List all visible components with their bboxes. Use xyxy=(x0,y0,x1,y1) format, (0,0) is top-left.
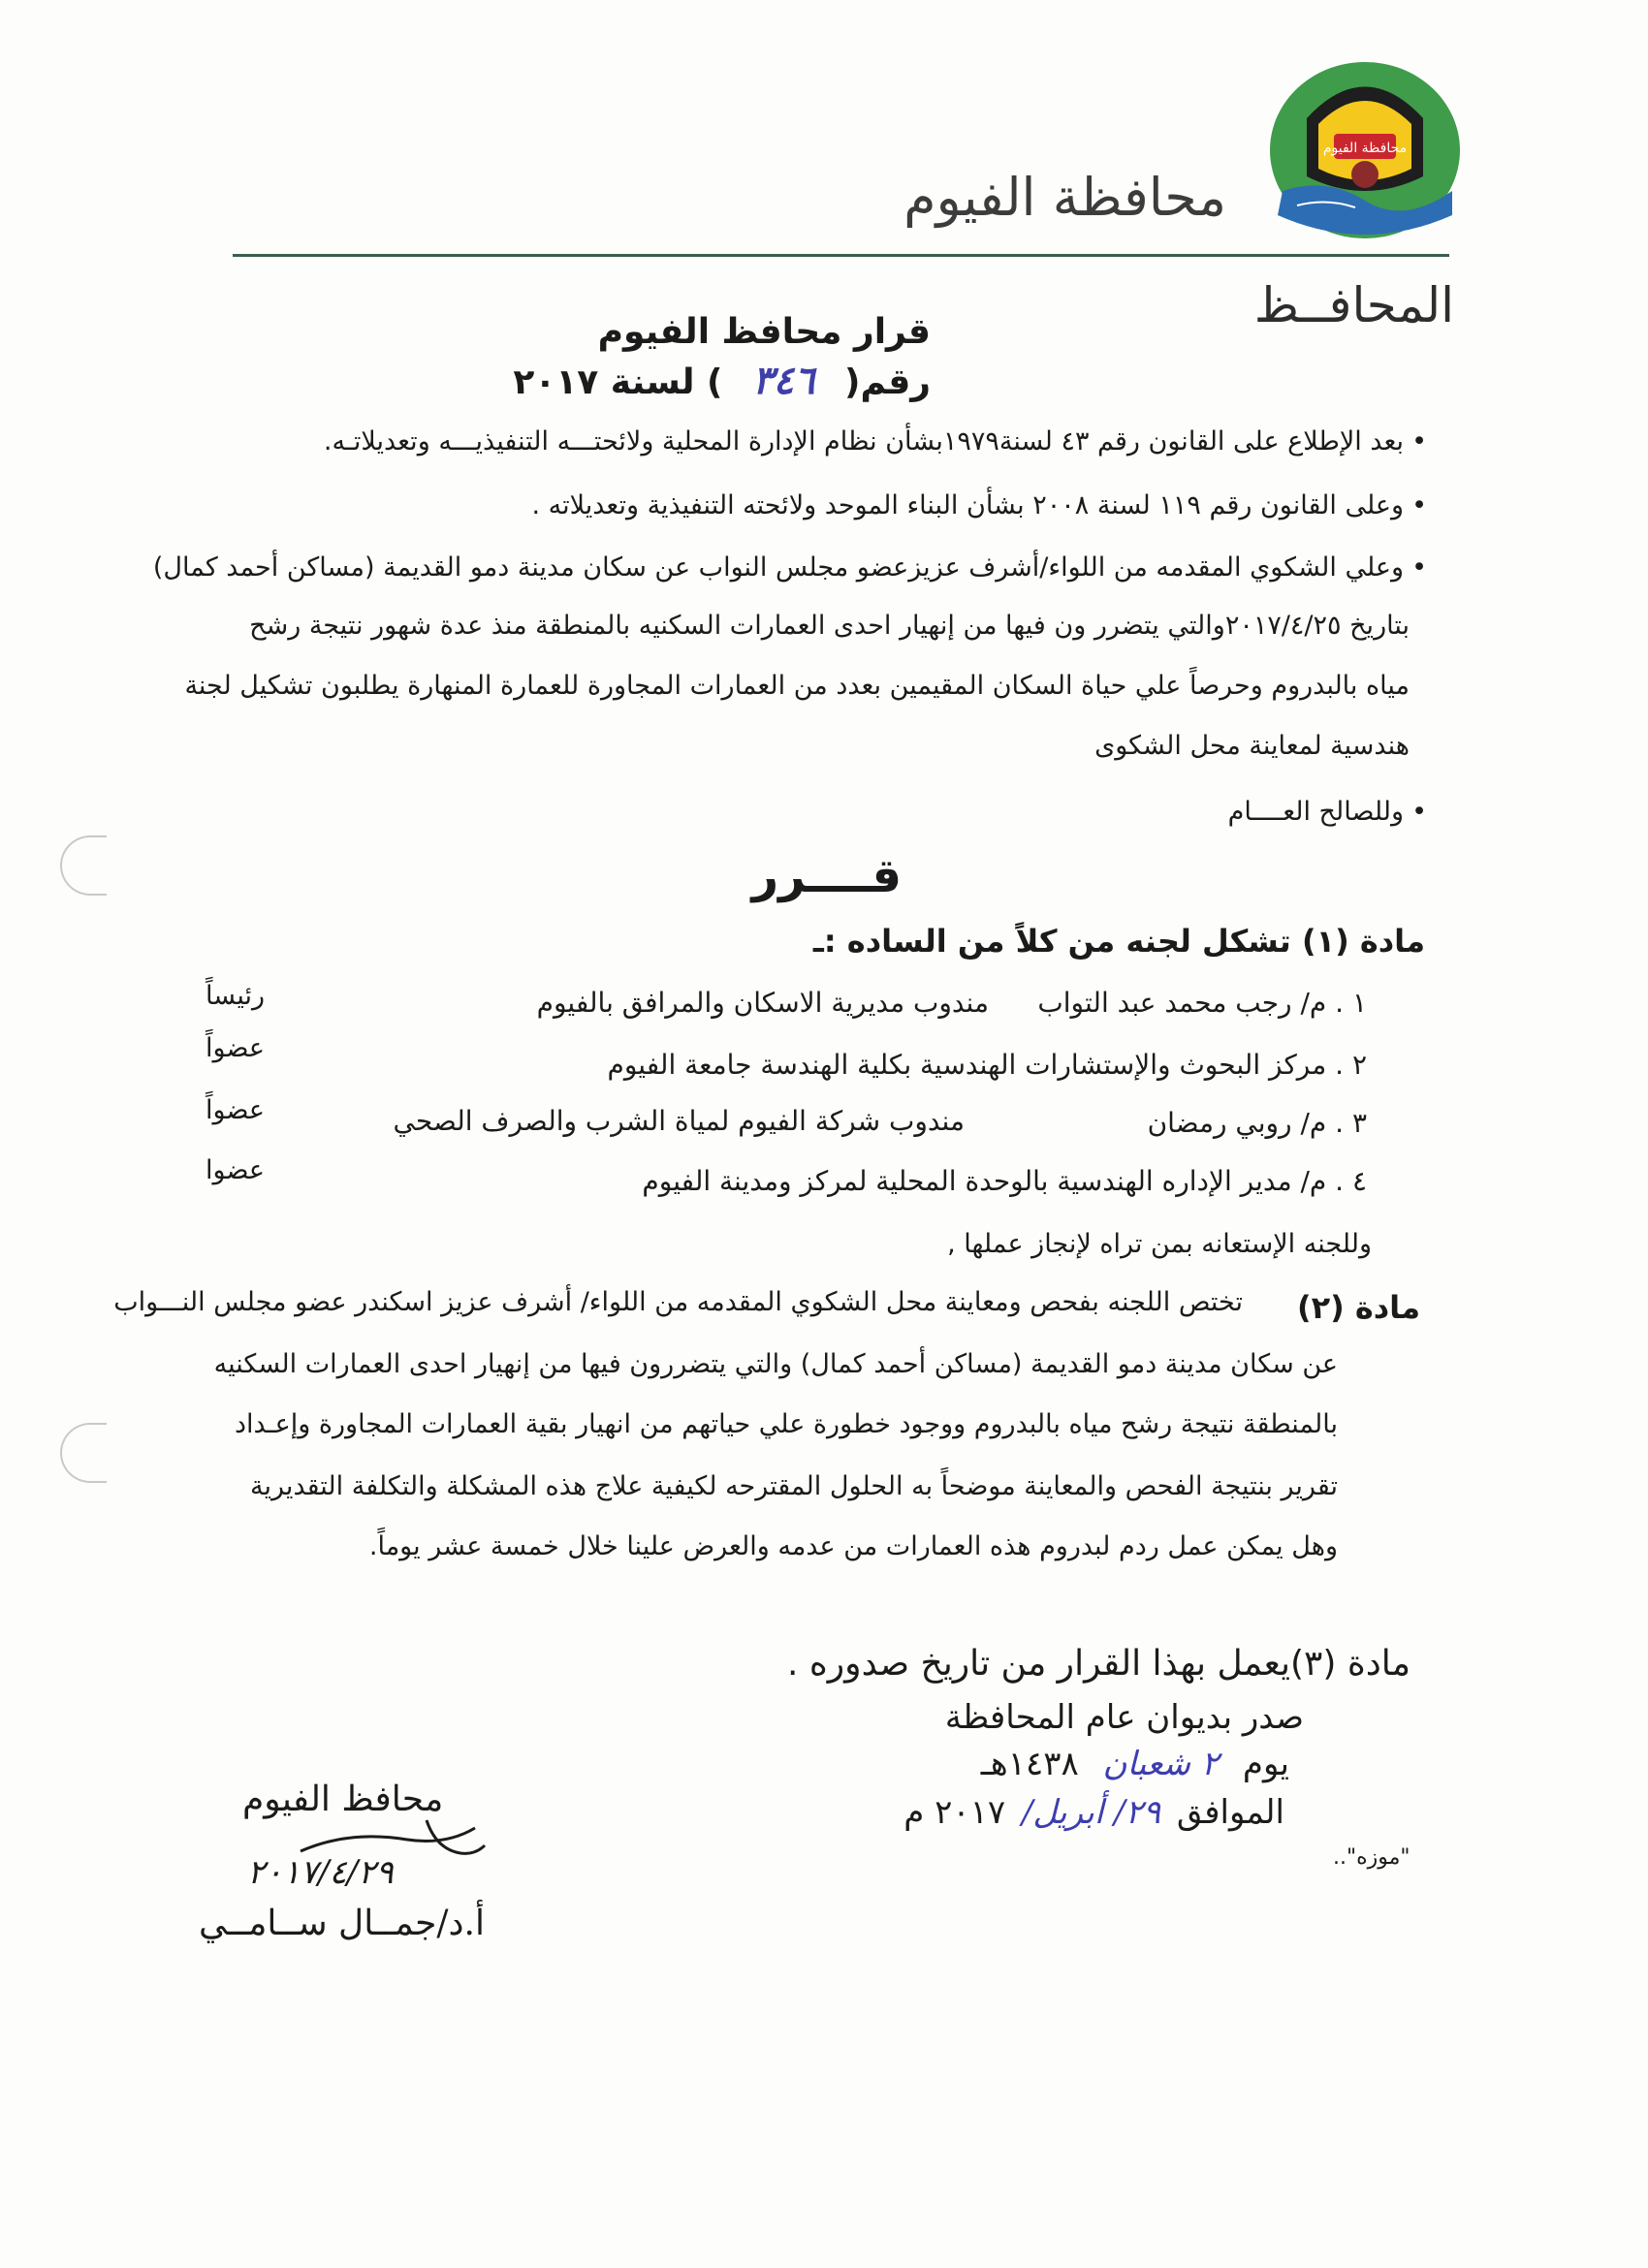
article-2-line-1: تختص اللجنه بفحص ومعاينة محل الشكوي المقدمه من اللواء/ أشرف عزيز اسكندر عضو مجلس النـــواب xyxy=(113,1287,1243,1317)
issued-date-line xyxy=(903,1793,1284,1832)
issued-date-handwritten: ٢٩/ أبريل/ xyxy=(1021,1793,1161,1832)
signature-name: أ.د/جمــال ســامــي xyxy=(199,1904,485,1943)
issued-hijri-year: ١٤٣٨هـ xyxy=(980,1745,1079,1783)
article-2-line-4: تقرير بنتيجة الفحص والمعاينة موضحاً به الحلول المقترحه لكيفية علاج هذه المشكلة والتكلفة التقديرية xyxy=(250,1471,1338,1501)
typist-initials: "موزه".. xyxy=(1333,1845,1410,1870)
decree-number-suffix: ) لسنة ٢٠١٧ xyxy=(513,362,723,402)
issued-greg-year: ٢٠١٧ م xyxy=(903,1793,1006,1832)
punch-hole-bottom xyxy=(60,1423,107,1483)
issued-day-handwritten: ٢ شعبان xyxy=(1102,1745,1220,1783)
decree-number-handwritten: ٣٤٦ xyxy=(752,359,815,403)
office-title: المحافــظ xyxy=(1253,277,1454,333)
issued-corresponding-label: الموافق xyxy=(1176,1793,1284,1832)
issued-place: صدر بديوان عام المحافظة xyxy=(944,1698,1304,1737)
member-3-status: عضواً xyxy=(206,1095,265,1125)
preamble-line-5: مياه بالبدروم وحرصاً علي حياة السكان المقيمين بعدد من العمارات المجاورة للعمارة المنهارة يطلبون تشكيل لجنة xyxy=(184,671,1410,701)
governorate-logo xyxy=(1268,60,1462,240)
article-2-line-2: عن سكان مدينة دمو القديمة (مساكن أحمد كمال) والتي يتضررون فيها من إنهيار احدى العمارات السكنيه xyxy=(213,1349,1338,1379)
member-4-name: ٤ . م/ مدير الإداره الهندسية بالوحدة المحلية لمركز ومدينة الفيوم xyxy=(642,1165,1367,1197)
preamble-line-6: هندسية لمعاينة محل الشكوى xyxy=(1094,731,1410,761)
preamble-line-3: • وعلي الشكوي المقدمه من اللواء/أشرف عزيزعضو مجلس النواب عن سكان مدينة دمو القديمة (مساكن أحمد كمال) xyxy=(153,552,1427,583)
article-1-note: وللجنه الإستعانه بمن تراه لإنجاز عملها , xyxy=(947,1229,1372,1259)
preamble-line-2: • وعلى القانون رقم ١١٩ لسنة ٢٠٠٨ بشأن البناء الموحد ولائحته التنفيذية وتعديلاته . xyxy=(531,490,1427,520)
issued-day-label: يوم xyxy=(1242,1745,1289,1783)
preamble-line-7: • وللصالح العــــام xyxy=(1228,797,1427,827)
member-1-status: رئيساً xyxy=(206,981,266,1011)
member-3-role: مندوب شركة الفيوم لمياة الشرب والصرف الصحي xyxy=(393,1105,965,1137)
member-2-name: ٢ . مركز البحوث والإستشارات الهندسية بكلية الهندسة جامعة الفيوم xyxy=(607,1049,1367,1081)
article-1-heading: مادة (١) تشكل لجنه من كلاً من الساده :ـ xyxy=(812,923,1425,960)
preamble-line-1: • بعد الإطلاع على القانون رقم ٤٣ لسنة١٩٧٩بشأن نظام الإدارة المحلية ولائحتـــه التنفيذيـــه وتعديلاتـه. xyxy=(324,426,1427,457)
article-2-line-5: وهل يمكن عمل ردم لبدروم هذه العمارات من عدمه والعرض علينا خلال خمسة عشر يوماً. xyxy=(368,1531,1338,1561)
signature-title: محافظ الفيوم xyxy=(242,1780,444,1819)
article-3: مادة (٣)يعمل بهذا القرار من تاريخ صدوره . xyxy=(787,1644,1410,1684)
issued-day-line xyxy=(981,1745,1289,1783)
member-4-status: عضوا xyxy=(206,1155,265,1185)
governorate-name: محافظة الفيوم xyxy=(903,167,1226,228)
decree-number-line xyxy=(513,359,931,403)
decided-heading: قــــرر xyxy=(751,849,902,903)
member-1-name: ١ . م/ رجب محمد عبد التواب xyxy=(1037,987,1367,1019)
member-3-name: ٣ . م/ روبي رمضان xyxy=(1147,1107,1367,1139)
article-2-line-3: بالمنطقة نتيجة رشح مياه بالبدروم ووجود خطورة علي حياتهم من انهيار بقية العمارات المجاورة وإعـداد xyxy=(235,1409,1338,1439)
header-divider xyxy=(233,254,1449,257)
member-1-role: مندوب مديرية الاسكان والمرافق بالفيوم xyxy=(536,987,989,1019)
punch-hole-top xyxy=(60,835,107,896)
signature-handwritten-date: ٢٠١٧/٤/٢٩ xyxy=(247,1853,394,1892)
member-2-status: عضواً xyxy=(206,1033,265,1063)
decree-title: قرار محافظ الفيوم xyxy=(597,312,931,352)
decree-number-prefix: رقم( xyxy=(844,362,931,402)
svg-text:محافظة الفيوم: محافظة الفيوم xyxy=(1322,141,1408,156)
article-2-label: مادة (٢) xyxy=(1296,1289,1420,1326)
preamble-line-4: بتاريخ ٢٠١٧/٤/٢٥والتي يتضرر ون فيها من إنهيار احدى العمارات السكنيه بالمنطقة منذ عدة شهور نتيجة رشح xyxy=(249,611,1410,641)
